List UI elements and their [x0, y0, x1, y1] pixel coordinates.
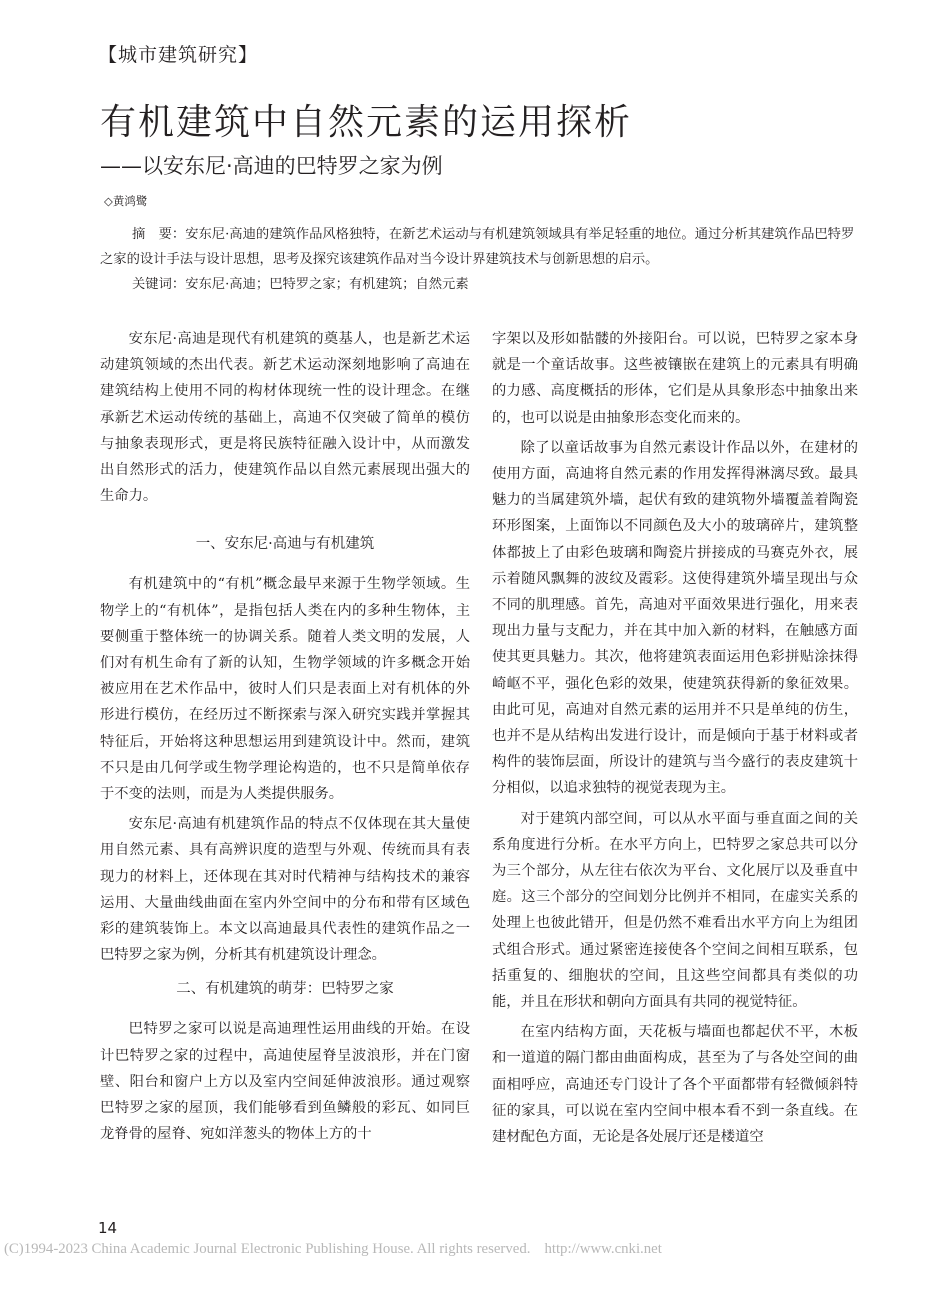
section2-paragraph-2: 除了以童话故事为自然元素设计作品以外，在建材的使用方面，高迪将自然元素的作用发挥得淋漓尽致。最具魅力的当属建筑外墙，起伏有致的建筑物外墙覆盖着陶瓷环形图案，上面饰以不同颜色及大小的玻璃碎片，建筑整体都披上了由彩色玻璃和陶瓷片拼接成的马赛克外衣，展示着随风飘舞的波纹及霞彩。这使得建筑外墙呈现出与众不同的肌理感。首先，高迪对平面效果进行强化，用来表现出力量与支配力，并在其中加入新的材料，在触感方面使其更具魅力。其次，他将建筑表面运用色彩拼贴涂抹得崎岖不平，强化色彩的效果，使建筑获得新的象征效果。由此可见，高迪对自然元素的运用并不只是单纯的仿生，也并不是从结构出发进行设计，而是倾向于基于材料或者构件的装饰层面，所设计的建筑与当今盛行的表皮建筑十分相似，以追求独特的视觉表现为主。: [492, 439, 858, 797]
page-number: 14: [98, 1219, 118, 1237]
intro-paragraph: 安东尼·高迪是现代有机建筑的奠基人，也是新艺术运动建筑领域的杰出代表。新艺术运动深刻地影响了高迪在建筑结构上使用不同的构材体现统一性的设计理念。在继承新艺术运动传统的基础上，高迪不仅突破了简单的模仿与抽象表现形式，更是将民族特征融入设计中，从而激发出自然形式的活力，使建筑作品以自然元素展现出强大的生命力。: [100, 331, 470, 505]
cnki-link[interactable]: http://www.cnki.net: [544, 1241, 662, 1257]
abstract-label: 摘 要：: [132, 227, 186, 242]
section1-paragraph-1: 有机建筑中的“有机”概念最早来源于生物学领域。生物学上的“有机体”，是指包括人类在内的多种生物体，主要侧重于整体统一的协调关系。随着人类文明的发展，人们对有机生命有了新的认知，生物学领域的许多概念开始被应用在艺术作品中，彼时人们只是表面上对有机体的外形进行模仿，在经历过不断探索与深入研究实践并掌握其特征后，开始将这种思想运用到建筑设计中。然而，建筑不只是由几何学或生物学理论构造的，也不只是简单依存于不变的法则，而是为人类提供服务。: [100, 576, 470, 803]
copyright-text: (C)1994-2023 China Academic Journal Electronic Publishing House. All rights reserved.: [4, 1241, 531, 1257]
section2-paragraph-3: 对于建筑内部空间，可以从水平面与垂直面之间的关系角度进行分析。在水平方向上，巴特罗之家总共可以分为三个部分，从左往右依次为平台、文化展厅以及垂直中庭。这三个部分的空间划分比例并不相同，在虚实关系的处理上也彼此错开，但是仍然不难看出水平方向上为组团式组合形式。通过紧密连接使各个空间之间相互联系，包括重复的、细胞状的空间，且这些空间都具有类似的功能，并且在形状和朝向方面具有共同的视觉特征。: [492, 810, 858, 1011]
section-tag: 【城市建筑研究】: [98, 44, 259, 66]
keywords-label: 关键词：: [132, 277, 186, 292]
article-title: 有机建筑中自然元素的运用探析: [100, 102, 633, 143]
section1-paragraph-2: 安东尼·高迪有机建筑作品的特点不仅体现在其大量使用自然元素、具有高辨识度的造型与外观、传统而具有表现力的材料上，还体现在其对时代精神与结构技术的兼容运用、大量曲线曲面在室内外空间中的分布和带有区域色彩的建筑装饰上。本文以高迪最具代表性的建筑作品之一巴特罗之家为例，分析其有机建筑设计理念。: [100, 816, 470, 964]
copyright-watermark: [4, 1241, 662, 1258]
section-heading-2: 二、有机建筑的萌芽：巴特罗之家: [176, 981, 394, 998]
keywords-text: 安东尼·高迪；巴特罗之家；有机建筑；自然元素: [185, 277, 469, 292]
section2-paragraph-4: 在室内结构方面，天花板与墙面也都起伏不平，木板和一道道的隔门都由曲面构成，甚至为了与各处空间的曲面相呼应，高迪还专门设计了各个平面都带有轻微倾斜特征的家具，可以说在室内空间中根本看不到一条直线。在建材配色方面，无论是各处展厅还是楼道空: [492, 1024, 858, 1146]
section2-paragraph-1-cont: 字架以及形如骷髅的外接阳台。可以说，巴特罗之家本身就是一个童话故事。这些被镶嵌在建筑上的元素具有明确的力感、高度概括的形体，它们是从具象形态中抽象出来的，也可以说是由抽象形态变化而来的。: [492, 331, 858, 426]
author: ◇黄鸿鹭: [104, 194, 148, 208]
keywords: [100, 272, 858, 297]
abstract: [100, 222, 858, 272]
column-right: [492, 326, 858, 1150]
column-left: [100, 326, 470, 1147]
abstract-block: [100, 222, 858, 297]
section-heading-1: 一、安东尼·高迪与有机建筑: [195, 536, 375, 553]
abstract-text: 安东尼·高迪的建筑作品风格独特，在新艺术运动与有机建筑领域具有举足轻重的地位。通过分析其建筑作品巴特罗之家的设计手法与设计思想，思考及探究该建筑作品对当今设计界建筑技术与创新思想的启示。: [100, 227, 855, 267]
section2-paragraph-1-start: 巴特罗之家可以说是高迪理性运用曲线的开始。在设计巴特罗之家的过程中，高迪使屋脊呈波浪形，并在门窗壁、阳台和窗户上方以及室内空间延伸波浪形。通过观察巴特罗之家的屋顶，我们能够看到鱼鳞般的彩瓦、如同巨龙脊骨的屋脊、宛如洋葱头的物体上方的十: [100, 1021, 470, 1143]
article-subtitle: ——以安东尼·高迪的巴特罗之家为例: [100, 154, 443, 178]
